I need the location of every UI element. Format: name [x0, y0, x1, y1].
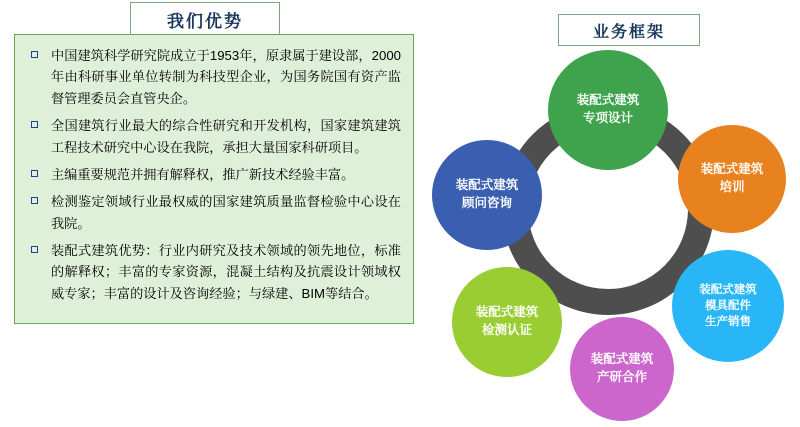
list-item: [25, 164, 401, 185]
cycle-node-line1: 装配式建筑: [700, 162, 764, 177]
cycle-node-line2: 模具配件: [705, 299, 751, 312]
list-item-text: 中国建筑科学研究院成立于1953年，原隶属于建设部，2000年由科研事业单位转制为科技型企业，为国务院国有资产监督管理委员会直管央企。: [51, 48, 401, 106]
cycle-node-line1: 装配式建筑: [699, 283, 757, 296]
square-bullet-icon: [31, 170, 38, 177]
cycle-node-testing-certification: [452, 267, 562, 377]
cycle-node-mold-production: [672, 250, 784, 362]
cycle-node-line1: 装配式建筑: [590, 352, 654, 367]
list-item: [25, 240, 401, 304]
square-bullet-icon: [31, 197, 38, 204]
list-item: [25, 115, 401, 158]
cycle-node-line2: 产研合作: [596, 370, 647, 384]
cycle-node-line1: 装配式建筑: [475, 305, 539, 320]
cycle-node-research-cooperation: [570, 317, 674, 421]
cycle-node-line2: 顾问咨询: [461, 196, 512, 210]
advantages-list: [25, 45, 401, 304]
list-item: [25, 191, 401, 234]
cycle-node-design: [548, 50, 668, 170]
cycle-node-line3: 生产销售: [705, 316, 751, 329]
right-panel-title: 业务框架: [558, 14, 700, 46]
square-bullet-icon: [31, 51, 38, 58]
left-panel-title: 我们优势: [130, 2, 280, 36]
list-item-text: 全国建筑行业最大的综合性研究和开发机构，国家建筑建筑工程技术研究中心设在我院，承担大量国家科研项目。: [51, 118, 401, 155]
cycle-node-training: [678, 125, 786, 233]
cycle-node-line1: 装配式建筑: [455, 178, 519, 193]
advantages-box: [14, 34, 414, 324]
list-item: [25, 45, 401, 109]
list-item-text: 主编重要规范并拥有解释权，推广新技术经验丰富。: [51, 166, 355, 182]
square-bullet-icon: [31, 246, 38, 253]
business-framework-diagram: [430, 45, 790, 420]
cycle-node-consulting: [432, 140, 542, 250]
cycle-node-line1: 装配式建筑: [576, 93, 640, 108]
square-bullet-icon: [31, 121, 38, 128]
list-item-text: 装配式建筑优势：行业内研究及技术领域的领先地位，标准的解释权；丰富的专家资源，混凝土结构及抗震设计领域权威专家；丰富的设计及咨询经验；与绿建、BIM等结合。: [51, 243, 401, 301]
cycle-node-line2: 检测认证: [481, 323, 532, 337]
cycle-node-line2: 培训: [719, 180, 745, 194]
list-item-text: 检测鉴定领域行业最权威的国家建筑质量监督检验中心设在我院。: [51, 194, 401, 231]
cycle-node-line2: 专项设计: [582, 111, 633, 125]
